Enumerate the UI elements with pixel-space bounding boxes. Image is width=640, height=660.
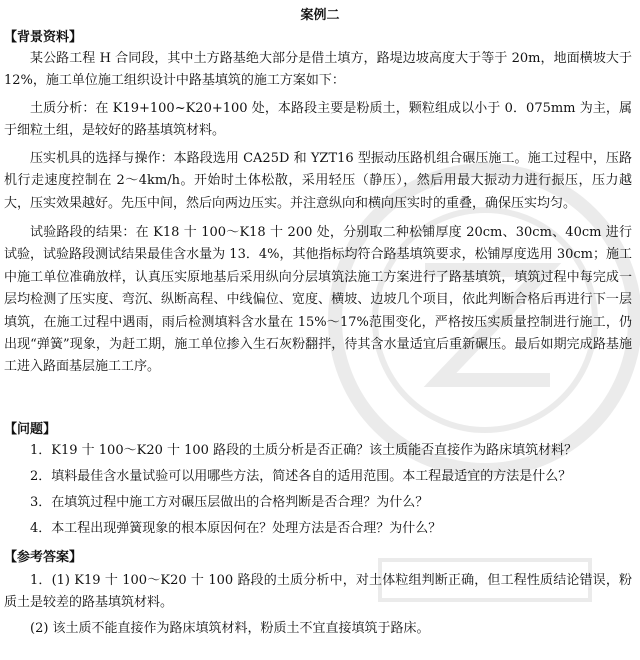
background-paragraph-4: 试验路段的结果：在 K18 十 100～K18 十 200 处，分别取二种松铺厚度 20cm、30cm、40cm 进行试验，试验路段测试结果最佳含水量为 13．4%，其他指标均符合路基填筑要求，松铺厚度选用 30cm；施工中施工单位准确放样，认真压实原地基后采用纵向分层填筑法施工方案进行了路基填筑，填筑过程中每完成一层均检测了压实度、弯沉、纵断高程、中线偏位、宽度、横坡、边坡几个项目，依此判断合格后再进行下一层填筑，在施工过程中遇雨，雨后检测填料含水量在 15%～17%范围变化，严格按压实质量控制进行施工，仍出现“弹簧”现象，为赶工期，施工单位掺入生石灰粉翻拌，待其含水量适宜后重新碾压。最后如期完成路基施工进入路面基层施工工序。 <box>4 225 632 375</box>
background-paragraph-1: 某公路工程 H 合同段，其中土方路基绝大部分是借土填方，路堤边坡高度大于等于 20m，地面横坡大于 12%，施工单位施工组织设计中路基填筑的施工方案如下： <box>4 51 632 89</box>
questions-heading: 【问题】 <box>4 422 57 437</box>
background-heading: 【背景资料】 <box>4 30 83 45</box>
answer-1: 1．(1) K19 十 100～K20 十 100 路段的土质分析中，对土体粒组判断正确，但工程性质结论错误，粉质土是较差的路基填筑材料。 <box>4 573 632 611</box>
answer-2: (2) 该土质不能直接作为路床填筑材料，粉质土不宜直接填筑于路床。 <box>30 621 430 636</box>
background-paragraph-2: 土质分析：在 K19+100~K20+100 处，本路段主要是粉质土，颗粒组成以小于 0．075mm 为主，属于细粒土组，是较好的路基填筑材料。 <box>4 101 632 139</box>
background-paragraph-3: 压实机具的选择与操作：本路段选用 CA25D 和 YZT16 型振动压路机组合碾压施工。施工过程中，压路机行走速度控制在 2～4km/h。开始时土体松散，采用轻压（静压），然后用最大振动力进行振压，压力越大，压实效果越好。先压中间，然后向两边压实。并注意纵向和横向压实时的重叠，确保压实均匀。 <box>4 151 632 211</box>
question-2: 2．填料最佳含水量试验可以用哪些方法，简述各自的适用范围。本工程最适宜的方法是什么？ <box>30 469 572 484</box>
answers-heading: 【参考答案】 <box>4 550 83 565</box>
question-4: 4．本工程出现弹簧现象的根本原因何在？处理方法是否合理？为什么？ <box>30 521 442 536</box>
question-1: 1．K19 十 100～K20 十 100 路段的土质分析是否正确？该土质能否直接作为路床填筑材料？ <box>30 443 578 458</box>
page-title: 案例二 <box>300 8 340 23</box>
question-3: 3．在填筑过程中施工方对碾压层做出的合格判断是否合理？为什么？ <box>30 495 429 510</box>
